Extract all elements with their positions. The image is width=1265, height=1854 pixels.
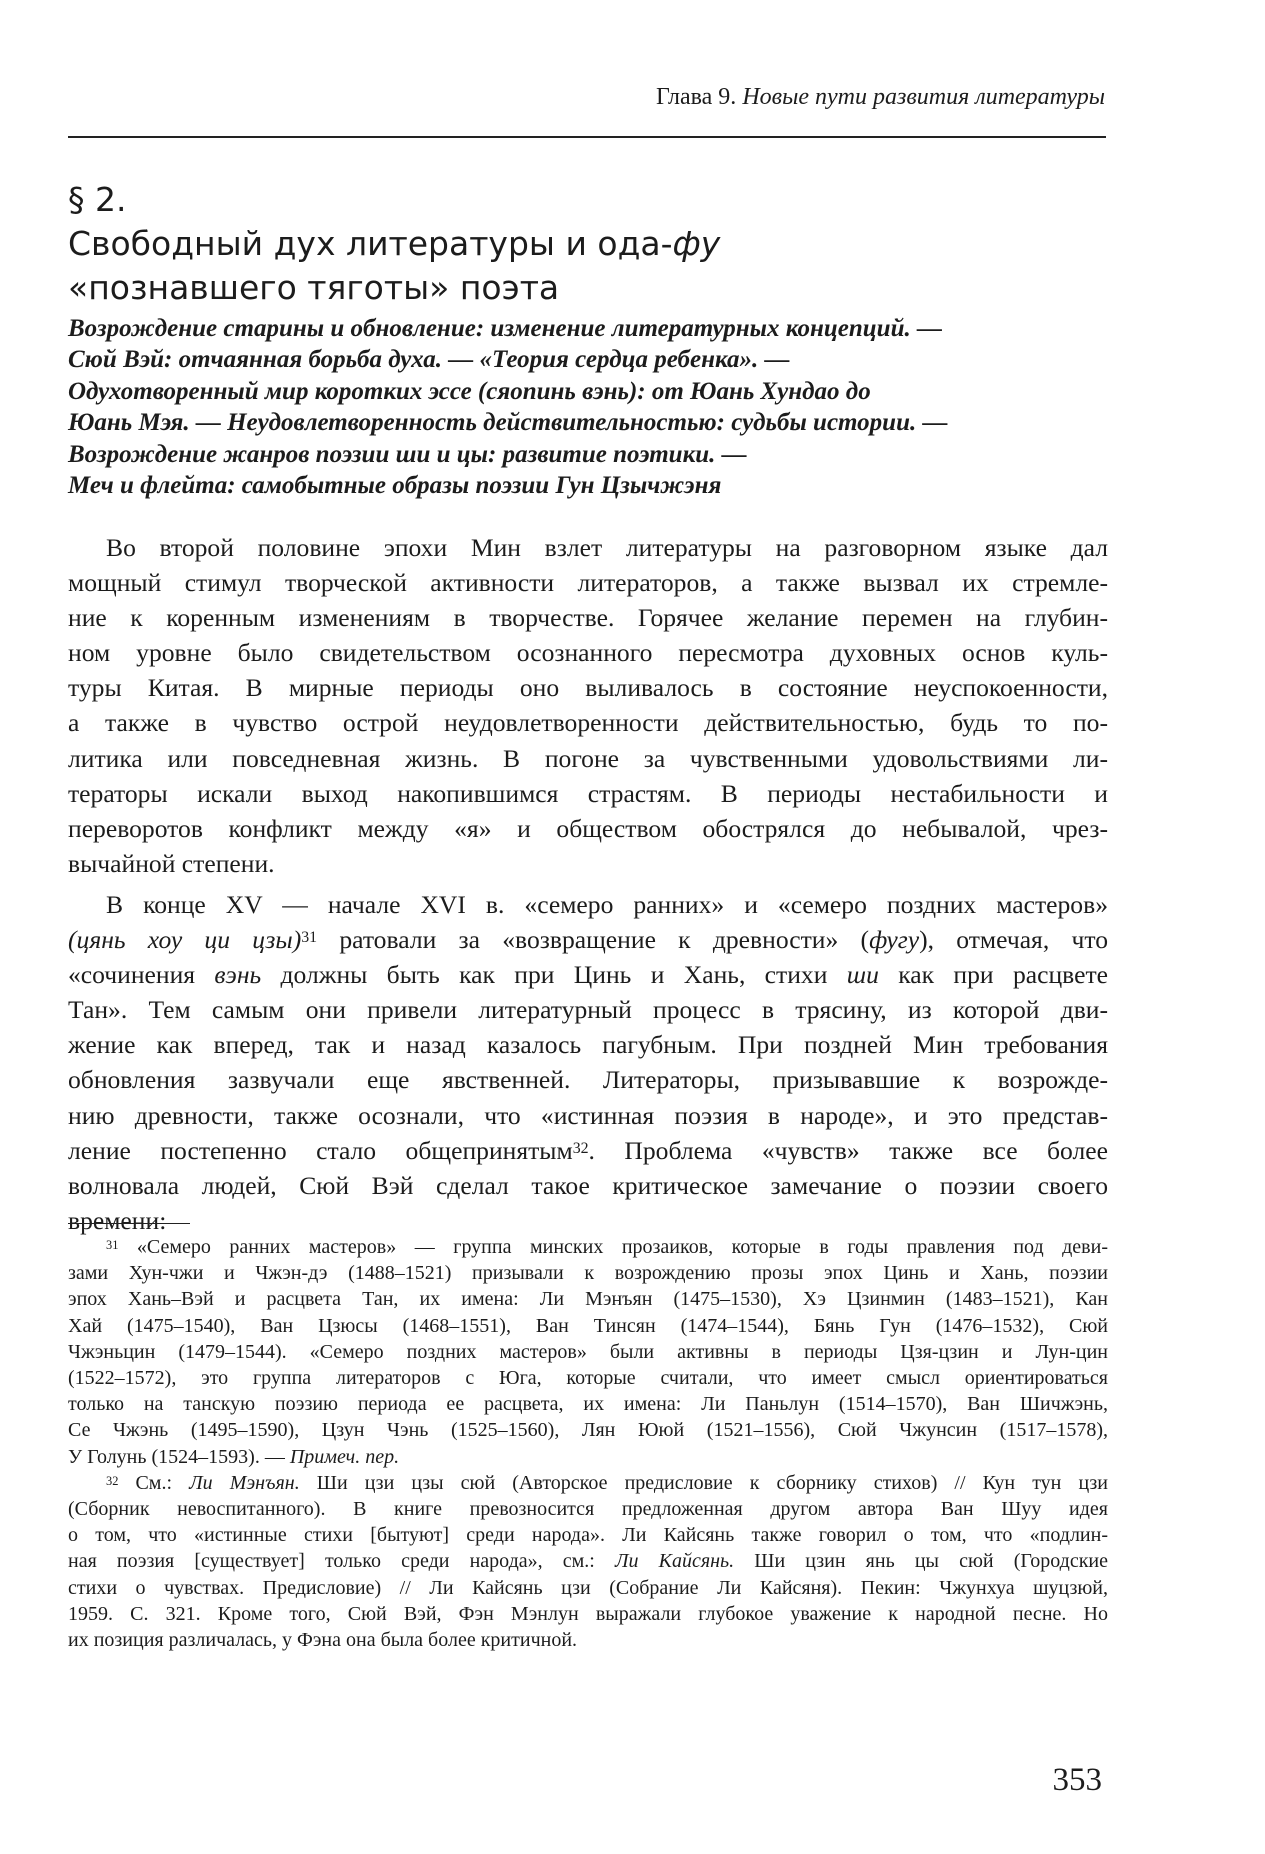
text-line: мощный стимул творческой активности литераторов, а также вызвал их стремле- <box>68 568 1108 598</box>
text-line: волновала людей, Сюй Вэй сделал такое критическое замечание о поэзии своего <box>68 1170 1108 1200</box>
summary-line: Сюй Вэй: отчаянная борьба духа. — «Теория сердца ребенка». — <box>68 346 790 374</box>
text-line: ление постепенно стало общепринятым$^{32}$. Проблема «чувств» также все более <box>68 1135 1108 1165</box>
footnote-line: их позиция различалась, у Фэна она была более критичной. <box>68 1629 578 1652</box>
footnote-line: только на танскую поэзию периода ее расцвета, их имена: Ли Паньлун (1514–1570), Ван Шичжэнь, <box>68 1393 1108 1416</box>
summary-line: Возрождение жанров поэзии ши и цы: развитие поэтики. — <box>68 440 747 468</box>
footnote-mark: 31 <box>106 1237 119 1252</box>
text-line: тераторы искали выход накопившимся страстям. В периоды нестабильности и <box>68 778 1108 808</box>
footnote-line: (Сборник невоспитанного). В книге превозносится предложенная другом автора Ван Шуу идея <box>68 1498 1108 1521</box>
footnote-line: Хай (1475–1540), Ван Цзюсы (1468–1551), Ван Тинсян (1474–1544), Бянь Гун (1476–1532), Сюй <box>68 1314 1108 1337</box>
text-line: а также в чувство острой неудовлетворенности действительностью, будь то по- <box>68 708 1108 738</box>
footnote-line: стихи о чувствах. Предисловие) // Ли Кайсянь цзи (Собрание Ли Кайсяня). Пекин: Чжунхуа шуцзюй, <box>68 1576 1108 1599</box>
section-summary <box>68 313 1108 501</box>
text-line: времени: <box>68 1205 167 1235</box>
header-rule <box>68 136 1106 138</box>
footnote-line: Се Чжэнь (1495–1590), Цзун Чэнь (1525–1560), Лян Ююй (1521–1556), Сюй Чжунсин (1517–1578), <box>68 1419 1108 1442</box>
text-line: жение как вперед, так и назад казалось пагубным. При поздней Мин требования <box>68 1030 1108 1060</box>
text-line: переворотов конфликт между «я» и обществом обострялся до небывалой, чрез- <box>68 813 1108 843</box>
section-number: § 2. <box>68 180 127 219</box>
text-line: ние к коренным изменениям в творчестве. Горячее желание перемен на глубин- <box>68 603 1108 633</box>
footnote-rule <box>68 1223 190 1224</box>
footnote-line: $^{31}$ «Семеро ранних мастеров» — группа минских прозаиков, которые в годы правления под деви- <box>106 1236 1108 1258</box>
summary-line: Возрождение старины и обновление: изменение литературных концепций. — <box>68 315 942 342</box>
footnotes <box>68 1234 1108 1653</box>
text-line: Во второй половине эпохи Мин взлет литературы на разговорном языке дал <box>106 533 1108 562</box>
footnote-line: $^{32}$ См.: Ли Мэнъян. Ши цзи цзы сюй (Авторское предисловие к сборнику стихов) // Кун тун цзи <box>106 1471 1109 1494</box>
footnote-line: ная поэзия [существует] только среди народа», см.: Ли Кайсянь. Ши цзин янь цы сюй (Городские <box>68 1550 1108 1573</box>
chapter-label: Глава 9. <box>655 84 737 110</box>
footnote-line: 1959. С. 321. Кроме того, Сюй Вэй, Фэн Мэнлун выражали глубокое уважение к народной песне. Но <box>68 1602 1108 1625</box>
summary-line: Меч и флейта: самобытные образы поэзии Гун Цзычжэня <box>68 472 722 500</box>
text-line: (цянь хоу ци цзы)$^{31}$ ратовали за «возвращение к древности» (фугу), отмечая, что <box>68 925 1108 955</box>
running-head <box>656 84 1105 111</box>
text-line: литика или повседневная жизнь. В погоне за чувственными удовольствиями ли- <box>68 743 1108 773</box>
paragraph-2 <box>68 887 1108 1238</box>
footnote-line: Чжэньцин (1479–1544). «Семеро поздних мастеров» были активны в периоды Цзя-цзин и Лун-цин <box>68 1340 1108 1363</box>
section-title-line-1: Свободный дух литературы и ода-фу <box>68 224 721 263</box>
text-line: Тан». Тем самым они привели литературный процесс в трясину, из которой дви- <box>68 995 1108 1025</box>
text-line: ном уровне было свидетельством осознанного пересмотра духовных основ куль- <box>68 638 1108 668</box>
footnote-32 <box>68 1470 1108 1653</box>
paragraph-1 <box>68 530 1108 881</box>
section-title-italic: фу <box>672 224 721 263</box>
footnote-ref-32: 32 <box>572 1140 589 1158</box>
footnote-ref-31: 31 <box>301 929 318 947</box>
footnote-line: зами Хун-чжи и Чжэн-дэ (1488–1521) призывали к возрождению прозы эпох Цинь и Хань, поэзии <box>68 1262 1108 1285</box>
summary-line: Юань Мэя. — Неудовлетворенность действительностью: судьбы истории. — <box>68 409 948 437</box>
footnote-31 <box>68 1234 1108 1470</box>
section-title-line-2: «познавшего тяготы» поэта <box>68 268 560 307</box>
footnote-mark: 32 <box>106 1473 119 1488</box>
text-line: нию древности, также осознали, что «истинная поэзия в народе», и это представ- <box>68 1100 1108 1130</box>
summary-line: Одухотворенный мир коротких эссе (сяопинь вэнь): от Юань Хундао до <box>68 377 871 405</box>
section-title <box>68 222 1108 310</box>
text-line: обновления зазвучали еще явственней. Литераторы, призывавшие к возрожде- <box>68 1065 1108 1095</box>
chapter-title: Новые пути развития литературы <box>742 84 1105 110</box>
footnote-line: эпох Хань–Вэй и расцвета Тан, их имена: Ли Мэнъян (1475–1530), Хэ Цзинмин (1483–1521), Кан <box>68 1288 1108 1311</box>
body-text <box>68 530 1108 1238</box>
text-line: туры Китая. В мирные периоды оно выливалось в состояние неуспокоенности, <box>68 673 1108 703</box>
page-number: 353 <box>1052 1762 1102 1798</box>
text-line: «сочинения вэнь должны быть как при Цинь и Хань, стихи ши как при расцвете <box>68 960 1108 990</box>
footnote-line: У Голунь (1524–1593). — Примеч. пер. <box>68 1445 400 1468</box>
footnote-line: (1522–1572), это группа литераторов с Юга, которые считали, что имеет смысл ориентироваться <box>68 1367 1108 1390</box>
text-line: вычайной степени. <box>68 848 275 878</box>
text-line: В конце XV — начале XVI в. «семеро ранних» и «семеро поздних мастеров» <box>106 889 1108 919</box>
footnote-line: о том, что «истинные стихи [бытуют] среди народа». Ли Кайсянь также говорил о том, что «подлин- <box>68 1524 1108 1547</box>
